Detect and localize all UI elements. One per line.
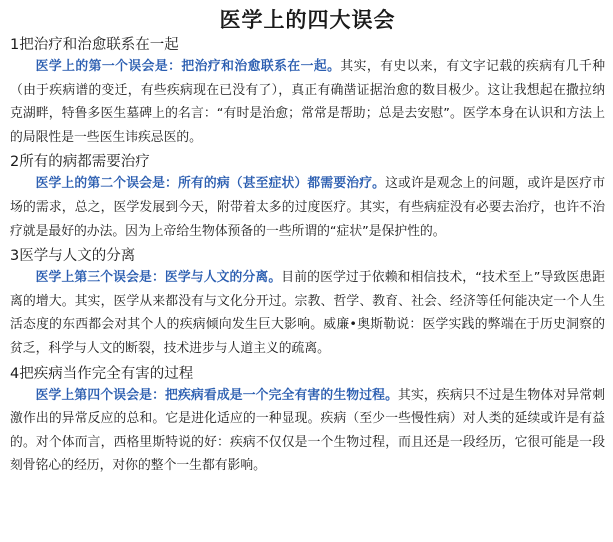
section-4 bbox=[10, 364, 605, 478]
section-lead: 医学上的第二个误会是：所有的病（甚至症状）都需要治疗。 bbox=[35, 176, 386, 192]
section-1 bbox=[10, 35, 605, 149]
page-title: 医学上的四大误会 bbox=[219, 7, 396, 32]
section-heading: 1把治疗和治愈联系在一起 bbox=[10, 37, 179, 53]
section-body: 其实，有史以来，有文字记载的疾病有几千种（由于疾病谱的变迁，有些疾病现在已没有了），真正有确凿证据治愈的数目极少。这让我想起在撒拉纳克湖畔，特鲁多医生墓碑上的名言：“有时是治愈；常常是帮助；总是去安慰”。医学本身在认识和方法上的局限性是一些医生讳疾忌医的。 bbox=[10, 59, 606, 145]
section-body: 目前的医学过于依赖和相信技术，“技术至上”导致医患距离的增大。其实，医学从来都没有与文化分开过。宗教、哲学、教育、社会、经济等任何能决定一个人生活态度的东西都会对其个人的疾病倾向发生巨大影响。威廉•奥斯勒说：医学实践的弊端在于历史洞察的贫乏，科学与人文的断裂，技术进步与人道主义的疏离。 bbox=[10, 270, 606, 356]
section-lead: 医学上的第一个误会是：把治疗和治愈联系在一起。 bbox=[35, 59, 341, 74]
section-paragraph bbox=[10, 55, 605, 149]
section-paragraph bbox=[10, 384, 605, 478]
section-paragraph bbox=[10, 266, 605, 360]
section-heading: 2所有的病都需要治疗 bbox=[10, 154, 150, 171]
section-lead: 医学上第四个误会是：把疾病看成是一个完全有害的生物过程。 bbox=[35, 387, 399, 403]
section-2 bbox=[10, 152, 605, 243]
section-body: 这或许是观念上的问题，或许是医疗市场的需求，总之，医学发展到今天，附带着太多的过度医疗。其实，有些病症没有必要去治疗，也许不治疗就是最好的办法。因为上帝给生物体预备的一些所谓的“症状”是保护性的。 bbox=[10, 176, 606, 239]
section-lead: 医学上第三个误会是：医学与人文的分离。 bbox=[35, 270, 282, 286]
section-heading: 4把疾病当作完全有害的过程 bbox=[10, 365, 194, 382]
section-heading: 3医学与人文的分离 bbox=[10, 248, 136, 265]
section-paragraph bbox=[10, 172, 605, 243]
section-body: 其实，疾病只不过是生物体对异常刺激作出的异常反应的总和。它是进化适应的一种显现。疾病（至少一些慢性病）对人类的延续或许是有益的。对个体而言，西格里斯特说的好：疾病不仅仅是一个生物过程，而且还是一段经历，它很可能是一段刻骨铭心的经历，对你的整个一生都有影响。 bbox=[10, 387, 606, 474]
section-3 bbox=[10, 246, 605, 360]
